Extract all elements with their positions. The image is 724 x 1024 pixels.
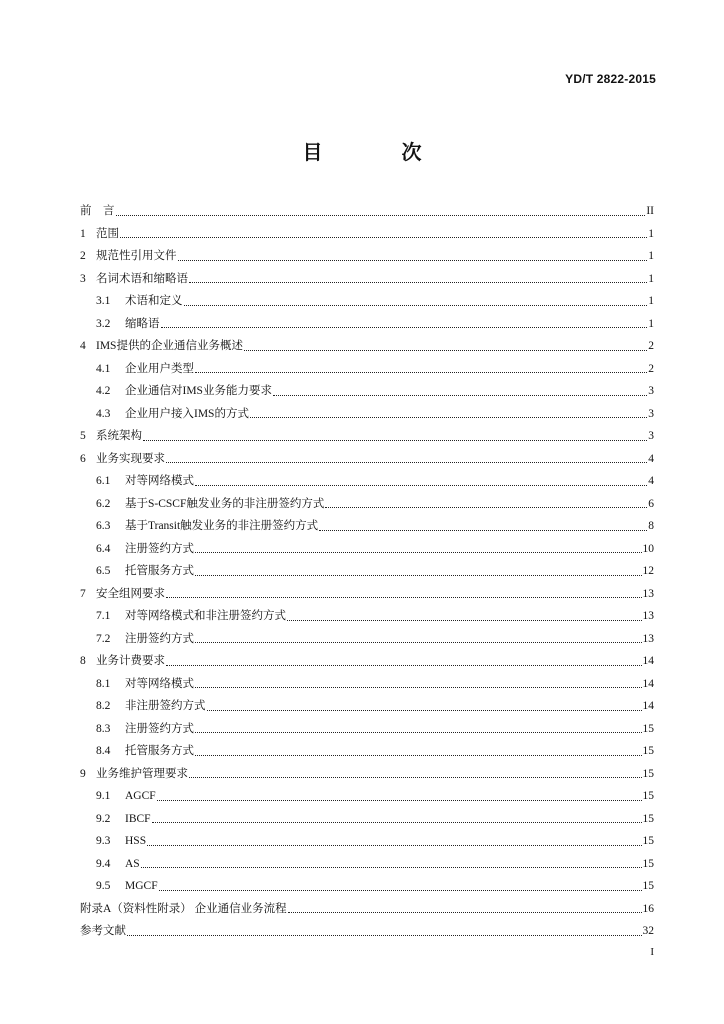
toc-entry[interactable] [80, 358, 654, 381]
dot-leader [325, 495, 647, 508]
dot-leader [195, 360, 647, 373]
toc-entry-number: 3.2 [96, 317, 111, 330]
page-number: I [650, 946, 654, 958]
toc-entry-number: 9.1 [96, 790, 111, 802]
toc-entry-label: 业务实现要求 [96, 452, 165, 465]
dot-leader [166, 653, 642, 666]
toc-entry[interactable] [80, 290, 654, 313]
toc-entry[interactable] [80, 628, 654, 651]
dot-leader [166, 450, 647, 463]
dot-leader [250, 405, 647, 418]
toc-entry-label: HSS [125, 835, 147, 847]
dot-leader [184, 293, 648, 306]
toc-entry-label: 安全组网要求 [96, 587, 165, 600]
toc-entry-number: 7.2 [96, 632, 111, 645]
dot-leader [159, 878, 642, 891]
toc-entry-label: 企业用户类型 [125, 362, 194, 375]
dot-leader [141, 855, 642, 868]
toc-entry-label: IMS提供的企业通信业务概述 [96, 340, 243, 352]
toc-entry-number: 4.1 [96, 362, 111, 375]
toc-entry-page: 15 [642, 767, 654, 780]
toc-entry-label: 缩略语 [125, 317, 160, 330]
toc-entry-number: 5 [80, 430, 86, 442]
toc-entry-label: 术语和定义 [125, 295, 183, 307]
toc-entry-number: 7.1 [96, 610, 111, 622]
toc-entry[interactable] [80, 785, 654, 808]
dot-leader [319, 518, 647, 531]
toc-entry-label: 前 言 [80, 205, 115, 217]
toc-entry-page: 8 [648, 520, 654, 532]
toc-entry[interactable] [80, 583, 654, 606]
toc-entry[interactable] [80, 853, 654, 876]
toc-entry-label: 业务维护管理要求 [96, 767, 188, 780]
toc-entry[interactable] [80, 740, 654, 763]
toc-entry-page: 3 [648, 407, 654, 420]
toc-entry[interactable] [80, 875, 654, 898]
toc-entry[interactable] [80, 470, 654, 493]
toc-entry-number: 8.1 [96, 677, 111, 690]
toc-entry-label: 企业通信对IMS业务能力要求 [125, 385, 272, 397]
dot-leader [195, 675, 642, 688]
toc-entry-number: 6.2 [96, 497, 111, 510]
dot-leader [178, 248, 648, 261]
toc-entry-page: 15 [642, 722, 654, 735]
toc-entry[interactable] [80, 605, 654, 628]
toc-entry[interactable] [80, 448, 654, 471]
toc-entry-label: 对等网络模式 [125, 677, 194, 690]
dot-leader [273, 383, 647, 396]
page-title: 目 次 [302, 140, 458, 164]
toc-entry[interactable] [80, 898, 654, 921]
toc-entry-number: 2 [80, 250, 86, 262]
toc-entry[interactable] [80, 673, 654, 696]
toc-entry[interactable] [80, 560, 654, 583]
dot-leader [147, 833, 641, 846]
toc-entry-label: IBCF [125, 812, 151, 825]
toc-entry-page: 3 [648, 385, 654, 397]
toc-entry-page: 13 [642, 587, 654, 600]
toc-entry-page: 15 [642, 745, 654, 757]
dot-leader [152, 810, 642, 823]
toc-entry-label: AGCF [125, 790, 156, 802]
toc-entry-page: 2 [648, 340, 654, 352]
toc-entry-number: 3 [80, 272, 86, 285]
toc-entry-page: 4 [648, 452, 654, 465]
toc-entry-page: 1 [648, 295, 654, 307]
toc-entry-page: 1 [648, 317, 654, 330]
toc-entry-label: 注册签约方式 [125, 722, 194, 735]
toc-entry[interactable] [80, 268, 654, 291]
dot-leader [244, 338, 647, 351]
dot-leader [116, 203, 646, 216]
toc-entry[interactable] [80, 200, 654, 223]
toc-entry[interactable] [80, 403, 654, 426]
toc-entry-page: 15 [642, 880, 654, 892]
toc-entry[interactable] [80, 920, 654, 943]
toc-entry[interactable] [80, 538, 654, 561]
toc-entry[interactable] [80, 313, 654, 336]
toc-entry[interactable] [80, 245, 654, 268]
toc-entry-label: 系统架构 [96, 430, 142, 442]
toc-entry-number: 4.3 [96, 407, 111, 420]
toc-entry-page: 32 [642, 925, 654, 937]
toc-entry-label: 范围 [96, 227, 119, 240]
toc-entry-number: 6 [80, 452, 86, 465]
toc-entry[interactable] [80, 380, 654, 403]
dot-leader [288, 900, 642, 913]
toc-entry-label: 业务计费要求 [96, 655, 165, 667]
toc-entry-page: 15 [642, 812, 654, 825]
dot-leader [161, 315, 648, 328]
toc-entry-page: 6 [648, 497, 654, 510]
table-of-contents [80, 200, 654, 943]
toc-entry[interactable] [80, 425, 654, 448]
toc-entry-number: 8.4 [96, 745, 111, 757]
toc-entry-number: 4.2 [96, 385, 111, 397]
toc-entry-number: 8.3 [96, 722, 111, 735]
toc-entry[interactable] [80, 515, 654, 538]
toc-entry-number: 6.3 [96, 520, 111, 532]
toc-entry-page: 15 [642, 857, 654, 870]
toc-entry-label: 对等网络模式 [125, 475, 194, 487]
toc-entry-number: 6.1 [96, 475, 111, 487]
dot-leader [157, 788, 642, 801]
dot-leader [189, 270, 647, 283]
toc-entry[interactable] [80, 718, 654, 741]
toc-entry-number: 9.2 [96, 812, 111, 825]
toc-entry-number: 3.1 [96, 295, 111, 307]
dot-leader [195, 563, 642, 576]
toc-entry-number: 9.5 [96, 880, 111, 892]
toc-entry-page: 15 [642, 790, 654, 802]
dot-leader [127, 923, 642, 936]
dot-leader [207, 698, 642, 711]
toc-entry-page: 14 [642, 700, 654, 712]
dot-leader [189, 765, 642, 778]
toc-entry-page: 1 [648, 227, 654, 240]
dot-leader [195, 630, 642, 643]
toc-entry-label: AS [125, 857, 140, 870]
toc-entry-number: 9.3 [96, 835, 111, 847]
dot-leader [195, 473, 647, 486]
toc-entry-label: 基于Transit触发业务的非注册签约方式 [125, 520, 319, 532]
toc-entry[interactable] [80, 335, 654, 358]
standard-code: YD/T 2822-2015 [565, 72, 656, 86]
toc-entry-label: 非注册签约方式 [125, 700, 206, 712]
toc-entry-page: 10 [642, 542, 654, 555]
toc-entry-label: 注册签约方式 [125, 632, 194, 645]
toc-entry-label: 托管服务方式 [125, 565, 194, 577]
toc-entry-page: II [646, 205, 654, 217]
toc-entry-page: 16 [642, 902, 654, 915]
toc-entry-page: 1 [648, 250, 654, 262]
dot-leader [195, 540, 642, 553]
toc-entry-label: 对等网络模式和非注册签约方式 [125, 610, 286, 622]
toc-entry-page: 14 [642, 655, 654, 667]
toc-entry-number: 8 [80, 655, 86, 667]
dot-leader [120, 225, 647, 238]
toc-entry[interactable] [80, 695, 654, 718]
dot-leader [143, 428, 647, 441]
toc-entry-page: 12 [642, 565, 654, 577]
toc-entry-number: 9 [80, 767, 86, 780]
toc-entry-page: 14 [642, 677, 654, 690]
dot-leader [195, 743, 642, 756]
toc-entry-number: 4 [80, 340, 86, 352]
toc-entry-page: 15 [642, 835, 654, 847]
toc-entry-label: 基于S-CSCF触发业务的非注册签约方式 [125, 497, 325, 510]
toc-entry-label: 规范性引用文件 [96, 250, 177, 262]
toc-entry[interactable] [80, 808, 654, 831]
dot-leader [195, 720, 642, 733]
toc-entry-label: 注册签约方式 [125, 542, 194, 555]
toc-entry-number: 8.2 [96, 700, 111, 712]
toc-entry-label: 名词术语和缩略语 [96, 272, 188, 285]
toc-entry-number: 6.4 [96, 542, 111, 555]
toc-entry[interactable] [80, 493, 654, 516]
toc-entry-label: MGCF [125, 880, 158, 892]
toc-entry-label: 参考文献 [80, 925, 126, 937]
toc-entry[interactable] [80, 830, 654, 853]
toc-entry-page: 13 [642, 632, 654, 645]
toc-entry-page: 2 [648, 362, 654, 375]
toc-entry-page: 1 [648, 272, 654, 285]
dot-leader [166, 585, 642, 598]
toc-entry[interactable] [80, 223, 654, 246]
toc-entry-page: 3 [648, 430, 654, 442]
dot-leader [287, 608, 642, 621]
toc-entry-label: 企业用户接入IMS的方式 [125, 407, 249, 420]
toc-entry-number: 7 [80, 587, 86, 600]
toc-entry[interactable] [80, 763, 654, 786]
toc-entry[interactable] [80, 650, 654, 673]
toc-entry-number: 1 [80, 227, 86, 240]
toc-entry-number: 6.5 [96, 565, 111, 577]
toc-entry-label: 托管服务方式 [125, 745, 194, 757]
toc-entry-page: 13 [642, 610, 654, 622]
toc-entry-label: 附录A（资料性附录） 企业通信业务流程 [80, 902, 287, 915]
toc-entry-page: 4 [648, 475, 654, 487]
toc-entry-number: 9.4 [96, 857, 111, 870]
